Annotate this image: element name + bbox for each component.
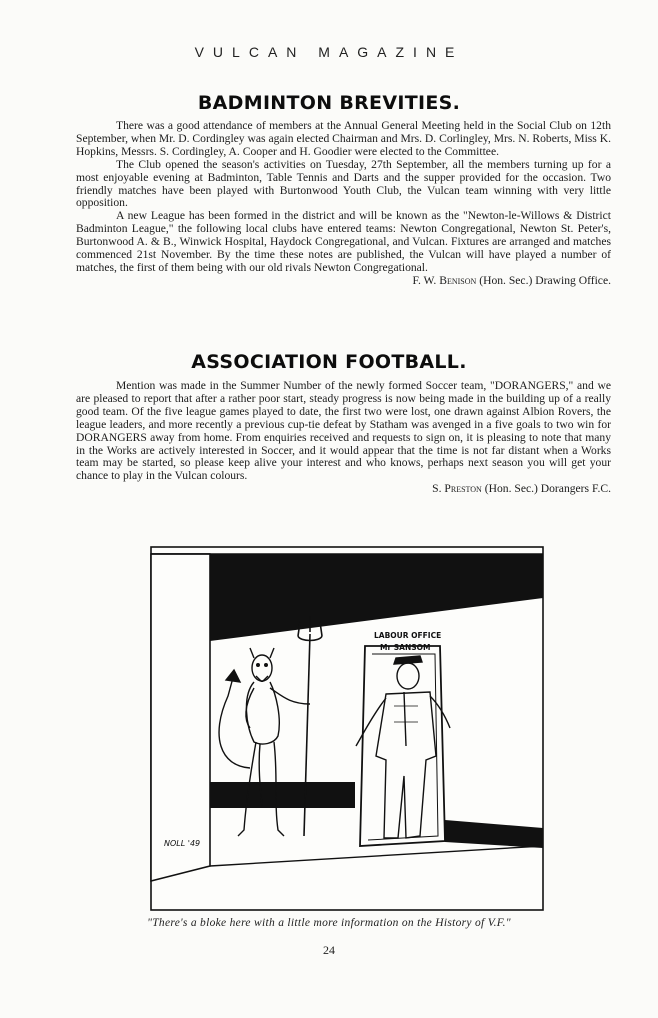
badminton-signature — [76, 275, 611, 288]
artist-signature: NOLL '49 — [164, 839, 201, 848]
signature-role: (Hon. Sec.) Dorangers F.C. — [481, 482, 611, 496]
floor-stripe — [210, 782, 355, 808]
badminton-paragraph: A new League has been formed in the district and will be known as the "Newton-le-Willows & District Badminton League," the following local clubs have entered teams: Newton Congregational, Newton St. Peter's, Burtonwood A. & B., Winwick Hospital, Haydock Congregational, and Vulcan. Fixtures are arranged and matches commenced 21st November. By the time these notes are published, the Vulcan will have played a number of matches, the first of them being with our old rivals Newton Congregational. — [76, 209, 611, 274]
page-number: 24 — [323, 943, 335, 957]
football-paragraph: Mention was made in the Summer Number of the newly formed Soccer team, "DORANGERS," and we are pleased to report that after a rather poor start, steady progress is now being made in the building up of a really good team. Of the five league games played to date, the first two were lost, one drawn against Albion Rovers, the league leaders, and more recently a previous cup-tie defeat by Statham was avenged in a five goals to two win for DORANGERS away from home. From enquiries received and requests to sign on, it is pleasing to note that many in the Works are actively interested in Soccer, and it would appear that the time is not far distant when a Works team may be started, so please keep alive your interest and who knows, perhaps next season you will get your chance to play in the Vulcan colours. — [76, 379, 611, 483]
badminton-heading: BADMINTON BREVITIES. — [197, 92, 461, 114]
running-head: VULCAN MAGAZINE — [194, 44, 464, 60]
door-sign-line2: Mr SANSOM — [380, 643, 431, 652]
wall-pillar — [151, 554, 210, 881]
door-sign-line1: LABOUR OFFICE — [374, 631, 442, 640]
badminton-paragraph: The Club opened the season's activities on Tuesday, 27th September, all the members turning up for a most enjoyable evening at Badminton, Table Tennis and Darts and the supper provided for the occasion. Two friendly matches have been played with Burtonwood Youth Club, the Vulcan team winning with very little opposition. — [76, 157, 611, 210]
badminton-paragraph: There was a good attendance of members at the Annual General Meeting held in the Social Club on 12th September, when Mr. D. Cordingley was again elected Chairman and Mrs. D. Corlingley, Mrs. N. Roberts, Miss K. Hopkins, Messrs. S. Cordingley, A. Cooper and H. Goodier were elected to the Committee. — [76, 119, 611, 158]
badminton-article — [76, 120, 611, 288]
signature-name: F. W. Benison — [412, 273, 477, 287]
football-article — [76, 380, 611, 496]
football-heading: ASSOCIATION FOOTBALL. — [191, 351, 467, 373]
signature-role: (Hon. Sec.) Drawing Office. — [476, 273, 611, 287]
cartoon-caption: "There's a bloke here with a little more information on the History of V.F." — [147, 917, 511, 929]
football-signature — [76, 483, 611, 496]
signature-name: S. Preston — [432, 482, 482, 496]
cartoon-illustration — [150, 546, 544, 911]
